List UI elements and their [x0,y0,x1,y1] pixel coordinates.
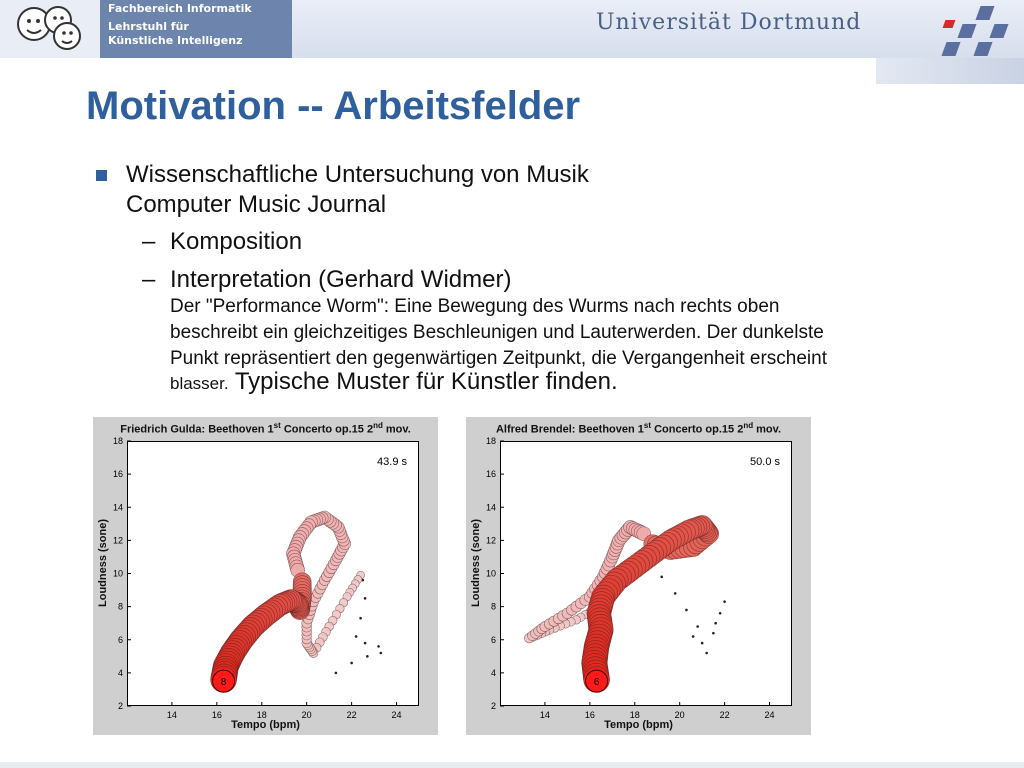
worm-point-old [380,652,383,655]
footer-strip [0,762,1024,768]
worm-point-old [359,617,362,620]
y-tick-label: 4 [117,667,123,678]
chair-logo [0,0,100,58]
x-tick-label: 22 [719,710,730,720]
x-tick-label: 20 [674,710,685,720]
description-large-text: Typische Muster für Künstler finden. [228,368,618,395]
plot-title-sup: nd [373,421,383,430]
slide-header [0,0,1024,58]
department-text [108,2,252,48]
decorative-squares [918,6,1018,56]
worm-point-old [712,632,715,635]
worm-point-old [714,622,717,625]
worm-point-old [660,576,663,579]
y-tick-label: 14 [485,502,496,513]
header-accent-strip [876,58,1024,84]
bullet-square-icon [96,170,107,181]
description-line: Der "Performance Worm": Eine Bewegung des Wurms nach rechts oben [170,296,780,317]
worm-plot-gulda [93,417,438,735]
plot-title-suffix: mov. [753,423,782,436]
plot-title-sup: st [273,421,281,430]
worm-chart-svg [485,436,792,720]
plot-title-sup: nd [743,421,754,430]
x-tick-label: 18 [256,710,267,720]
x-tick-label: 14 [539,710,550,720]
plot-frame [501,442,792,706]
worm-head-label: 8 [220,677,227,689]
y-tick-label: 8 [490,601,496,612]
plot-title-sup: st [643,421,652,430]
worm-point-old [350,662,353,665]
x-axis-label: Tempo (bpm) [604,719,673,731]
bullet-line-2: Computer Music Journal [126,191,387,218]
plot-title-mid: Concerto op.15 2 [280,423,374,436]
y-tick-label: 8 [117,601,123,612]
y-tick-label: 12 [485,535,496,546]
description-small-text: blasser. [170,374,229,393]
department-name: Fachbereich Informatik [108,2,252,15]
chair-line-1: Lehrstuhl für [108,20,189,33]
y-tick-label: 6 [490,634,496,645]
sub-item-komposition: Komposition [170,228,303,255]
x-tick-label: 16 [584,710,595,720]
elapsed-time-label: 43.9 s [377,456,407,468]
worm-point-old [364,642,367,645]
y-tick-label: 18 [485,436,496,446]
y-axis-label: Loudness (sone) [470,518,482,607]
header-band [0,0,292,58]
worm-point-old [701,642,704,645]
worm-point-old [335,672,338,675]
faces-logo-icon [0,0,100,58]
worm-point-old [723,600,726,603]
x-tick-label: 24 [764,710,775,720]
worm-point-old [366,655,369,658]
y-tick-label: 16 [485,469,496,480]
x-tick-label: 20 [301,710,312,720]
worm-plot-brendel [466,417,811,735]
worm-point-old [355,635,358,638]
chair-line-2: Künstliche Intelligenz [108,34,243,47]
x-tick-label: 18 [629,710,640,720]
slide-title: Motivation -- Arbeitsfelder [86,84,581,128]
y-tick-label: 18 [112,436,123,446]
worm-chart-svg [112,436,419,720]
y-tick-label: 14 [112,502,123,513]
worm-point-old [377,645,380,648]
y-tick-label: 6 [117,634,123,645]
worm-point-old [719,612,722,615]
x-tick-label: 16 [211,710,222,720]
x-tick-label: 24 [391,710,402,720]
y-tick-label: 10 [112,568,123,579]
y-tick-label: 10 [485,568,496,579]
plot-frame [128,442,419,706]
y-tick-label: 4 [490,667,496,678]
y-axis-label: Loudness (sone) [97,518,109,607]
bullet-line-1: Wissenschaftliche Untersuchung von Musik [126,161,589,188]
description-line: beschreibt ein gleichzeitiges Beschleunigen und Lauterwerden. Der dunkelste [170,322,824,343]
plot-area [112,436,419,720]
plot-title-suffix: mov. [382,423,411,436]
y-tick-label: 2 [490,701,496,711]
x-axis-label: Tempo (bpm) [231,719,300,731]
description-line: Punkt repräsentiert den gegenwärtigen Zeitpunkt, die Vergangenheit erscheint [170,348,827,369]
worm-point-old [685,609,688,612]
y-tick-label: 16 [112,469,123,480]
worm-head-label: 6 [593,677,600,689]
sub-item-interpretation: Interpretation (Gerhard Widmer) [170,266,512,293]
worm-point-old [364,597,367,600]
y-tick-label: 2 [117,701,123,711]
worm-point-old [696,625,699,628]
plot-title-prefix: Alfred Brendel: Beethoven 1 [495,423,644,436]
description-last-line [170,369,618,397]
x-tick-label: 14 [166,710,177,720]
plot-title-mid: Concerto op.15 2 [651,423,744,436]
y-tick-label: 12 [112,535,123,546]
dash-icon: – [142,228,156,255]
dash-icon: – [142,266,156,293]
plot-area [485,436,792,720]
plot-title [93,421,438,436]
plot-title-prefix: Friedrich Gulda: Beethoven 1 [120,423,274,436]
plot-title [466,421,811,436]
worm-point-old [692,635,695,638]
worm-point-old [705,652,708,655]
university-name: Universität Dortmund [596,10,862,35]
worm-point-old [674,592,677,595]
x-tick-label: 22 [346,710,357,720]
elapsed-time-label: 50.0 s [750,456,780,468]
